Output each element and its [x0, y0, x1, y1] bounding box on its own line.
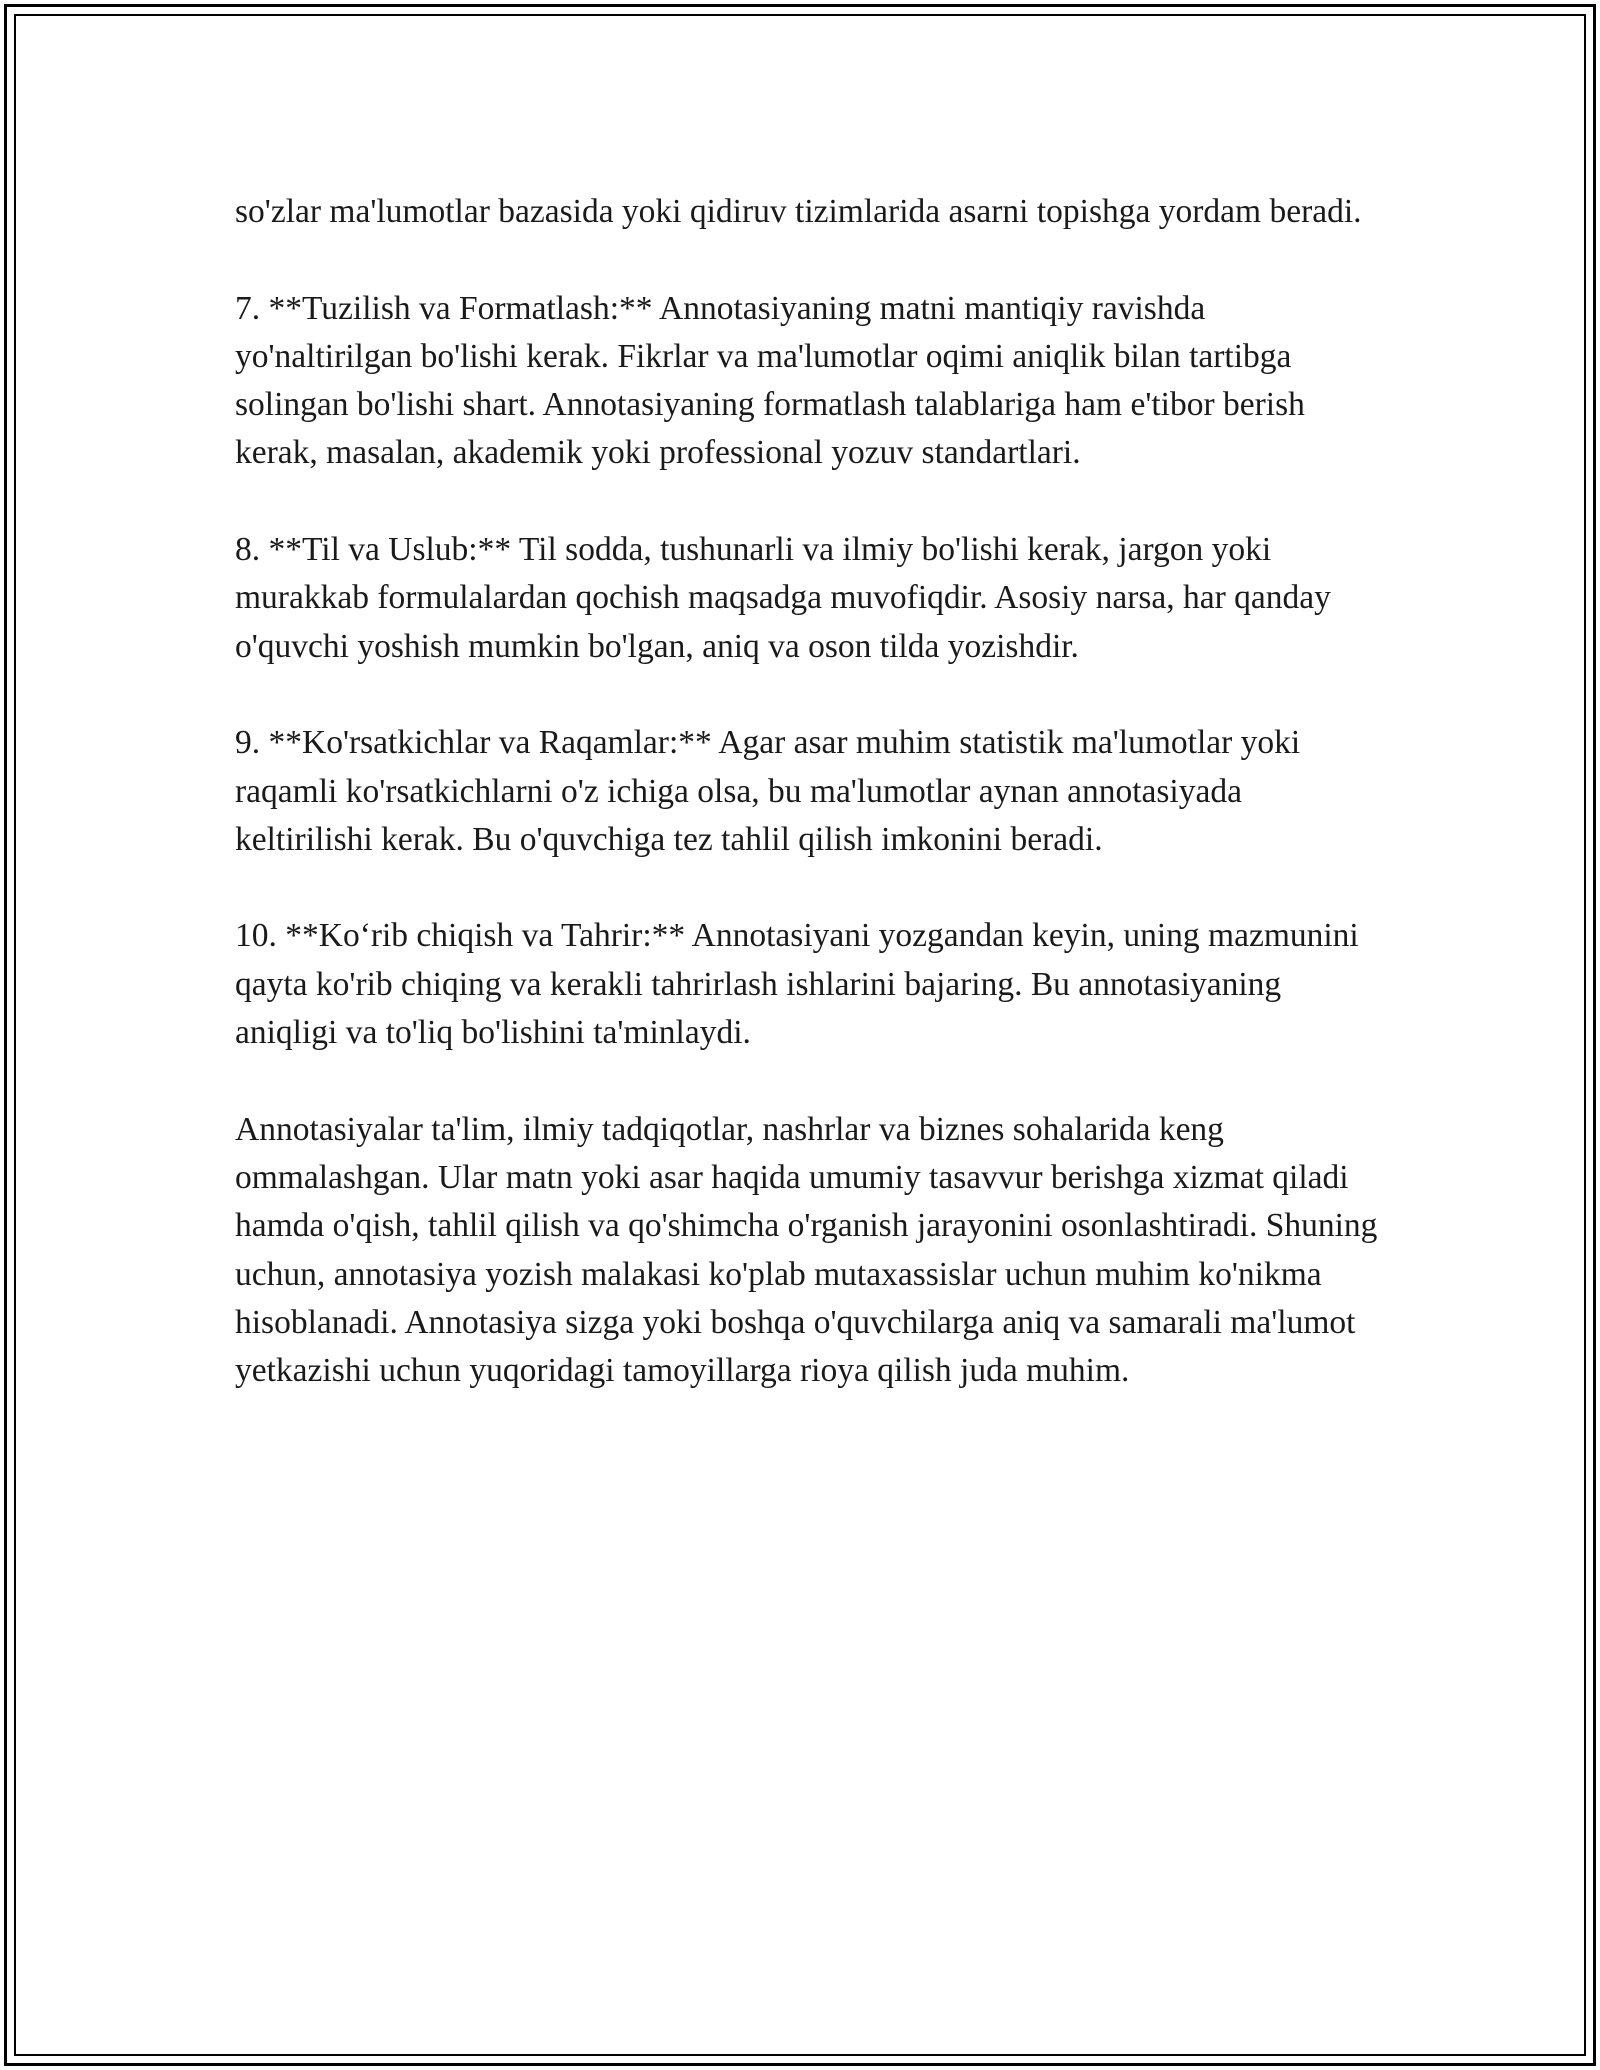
paragraph-item-7: 7. **Tuzilish va Formatlash:** Annotasiyaning matni mantiqiy ravishda yo'naltirilgan bo'lishi kerak. Fikrlar va ma'lumotlar oqimi aniqlik bilan tartibga solingan bo'lishi shart. Annotasiyaning formatlash talablariga ham e'tibor berish kerak, masalan, akademik yoki professional yozuv standartlari.: [235, 289, 1305, 472]
document-body: [235, 188, 1385, 1395]
paragraph-item-10: 10. **Koʻrib chiqish va Tahrir:** Annotasiyani yozgandan keyin, uning mazmunini qayta ko'rib chiqing va kerakli tahrirlash ishlarini bajaring. Bu annotasiyaning aniqligi va to'liq bo'lishini ta'minlaydi.: [235, 917, 1359, 1052]
paragraph-item-9: 9. **Ko'rsatkichlar va Raqamlar:** Agar asar muhim statistik ma'lumotlar yoki raqamli ko'rsatkichlarni o'z ichiga olsa, bu ma'lumotlar aynan annotasiyada keltirilishi kerak. Bu o'quvchiga tez tahlil qilish imkonini beradi.: [235, 724, 1301, 858]
paragraph-continuation: so'zlar ma'lumotlar bazasida yoki qidiruv tizimlarida asarni topishga yordam beradi.: [235, 193, 1362, 230]
paragraph-conclusion: Annotasiyalar ta'lim, ilmiy tadqiqotlar, nashrlar va biznes sohalarida keng ommalashgan. Ular matn yoki asar haqida umumiy tasavvur berishga xizmat qiladi hamda o'qish, tahlil qilish va qo'shimcha o'rganish jarayonini osonlashtiradi. Shuning uchun, annotasiya yozish malakasi ko'plab mutaxassislar uchun muhim ko'nikma hisoblanadi. Annotasiya sizga yoki boshqa o'quvchilarga aniq va samarali ma'lumot yetkazishi uchun yuqoridagi tamoyillarga rioya qilish juda muhim.: [235, 1110, 1378, 1390]
paragraph-item-8: 8. **Til va Uslub:** Til sodda, tushunarli va ilmiy bo'lishi kerak, jargon yoki murakkab formulalardan qochish maqsadga muvofiqdir. Asosiy narsa, har qanday o'quvchi yoshish mumkin bo'lgan, aniq va oson tilda yozishdir.: [235, 531, 1331, 665]
